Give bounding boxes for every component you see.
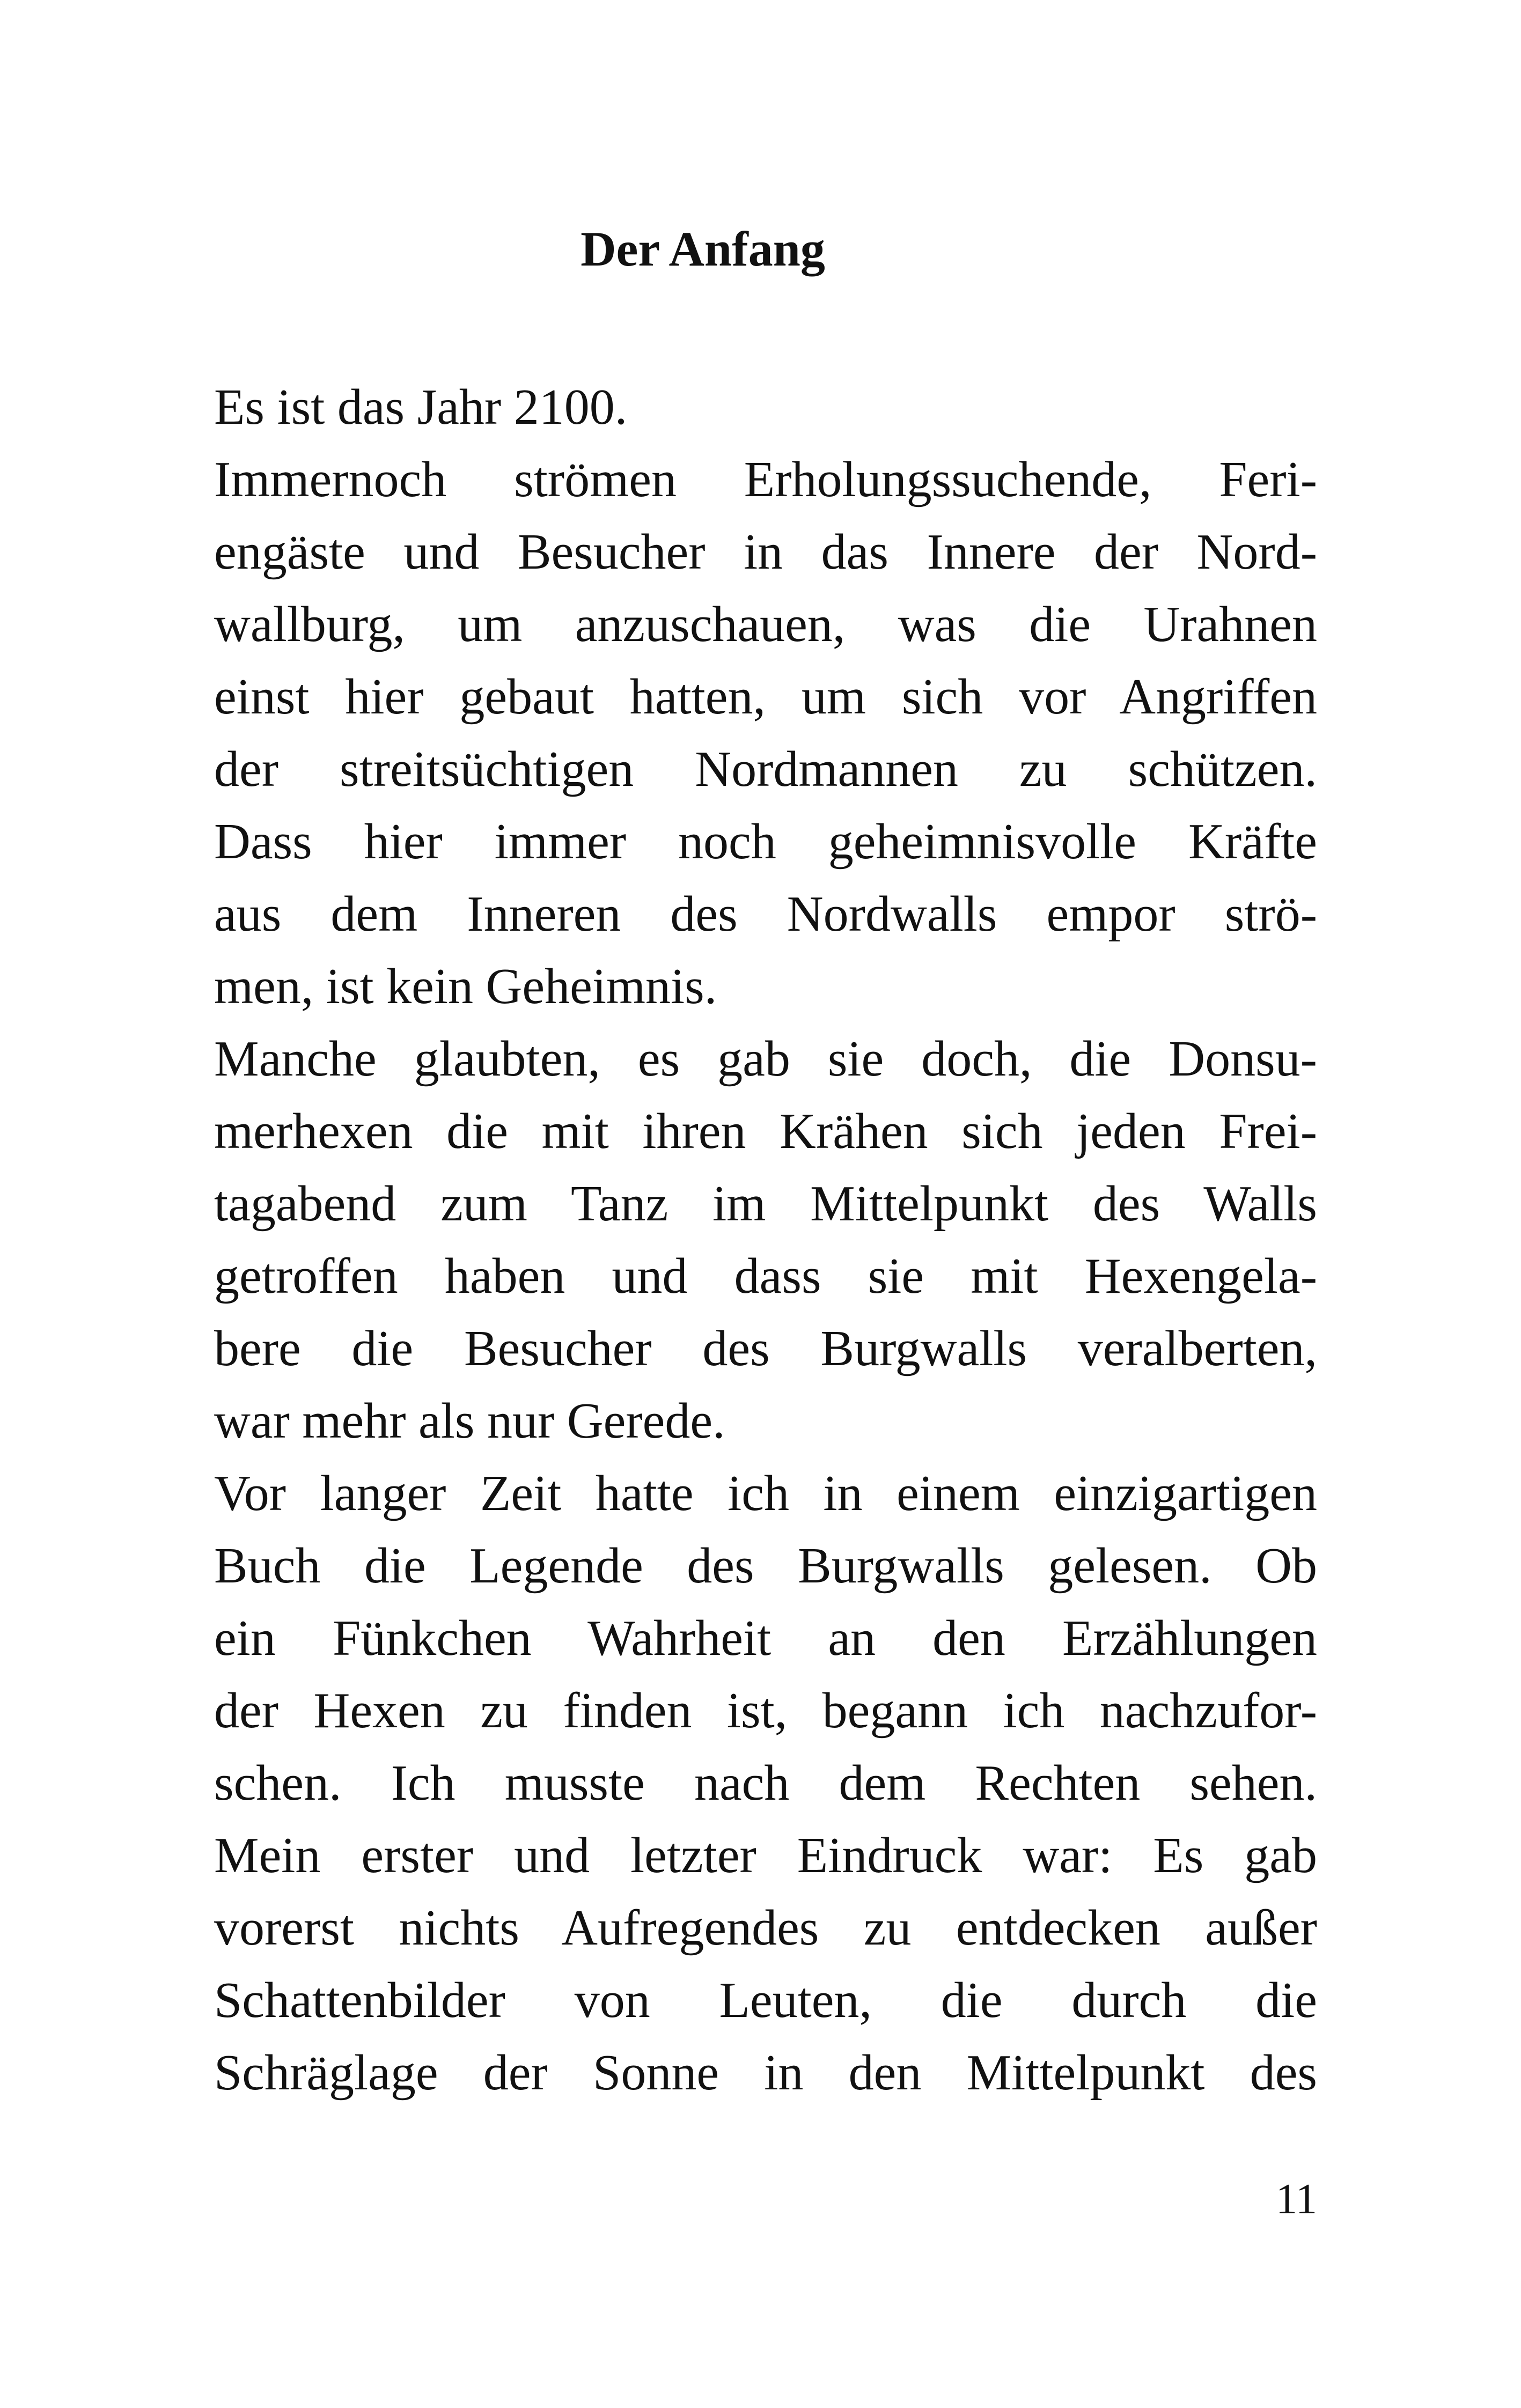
text-line: war mehr als nur Gerede. (214, 1393, 725, 1449)
text-line: Buch die Legende des Burgwalls gelesen. Ob (214, 1538, 1317, 1594)
body-text (214, 371, 1317, 2109)
chapter-title: Der Anfang (581, 222, 825, 276)
text-line: Dass hier immer noch geheimnisvolle Kräfte (214, 814, 1317, 870)
text-line: wallburg, um anzuschauen, was die Urahnen (214, 597, 1317, 652)
text-line: men, ist kein Geheimnis. (214, 959, 717, 1014)
text-line: Vor langer Zeit hatte ich in einem einzigartigen (214, 1466, 1317, 1521)
text-line: vorerst nichts Aufregendes zu entdecken außer (214, 1900, 1317, 1956)
text-line: getroffen haben und dass sie mit Hexengela- (214, 1248, 1317, 1304)
text-line: schen. Ich musste nach dem Rechten sehen. (214, 1755, 1317, 1811)
text-line: tagabend zum Tanz im Mittelpunkt des Walls (214, 1176, 1317, 1232)
text-line: der streitsüchtigen Nordmannen zu schützen. (214, 741, 1317, 797)
text-line: einst hier gebaut hatten, um sich vor Angriffen (214, 669, 1317, 725)
text-line: Es ist das Jahr 2100. (214, 379, 628, 435)
text-line: Immernoch strömen Erholungssuchende, Feri- (214, 452, 1317, 507)
text-line: Schräglage der Sonne in den Mittelpunkt des (214, 2045, 1317, 2101)
text-line: Schattenbilder von Leuten, die durch die (214, 1972, 1317, 2028)
text-line: Mein erster und letzter Eindruck war: Es gab (214, 1828, 1317, 1883)
text-line: ein Fünkchen Wahrheit an den Erzählungen (214, 1610, 1317, 1666)
text-line: bere die Besucher des Burgwalls veralberten, (214, 1321, 1317, 1376)
text-line: Manche glaubten, es gab sie doch, die Donsu- (214, 1031, 1317, 1087)
text-line: der Hexen zu finden ist, begann ich nachzufor- (214, 1683, 1317, 1739)
text-line: engäste und Besucher in das Innere der Nord- (214, 524, 1317, 580)
page-number: 11 (1275, 2176, 1317, 2223)
text-line: aus dem Inneren des Nordwalls empor strö- (214, 886, 1317, 942)
text-line: merhexen die mit ihren Krähen sich jeden Frei- (214, 1103, 1317, 1159)
